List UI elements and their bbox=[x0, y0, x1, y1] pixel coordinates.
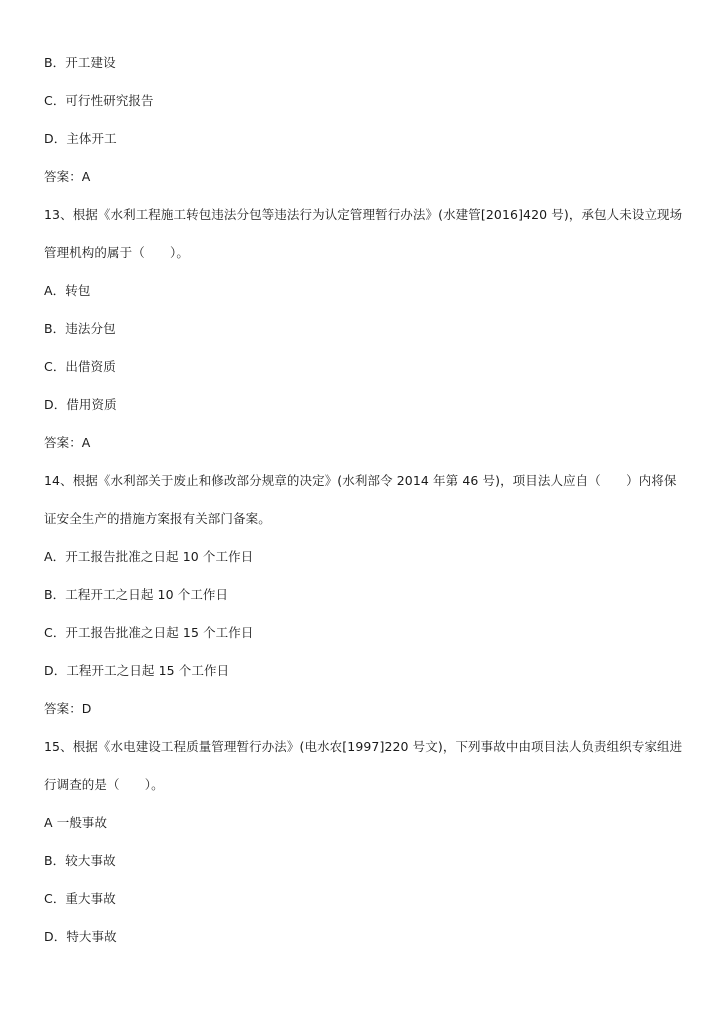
question-15-line-2: 行调查的是（ ）。 bbox=[44, 777, 164, 792]
question-13-line-1: 13、根据《水利工程施工转包违法分包等违法行为认定管理暂行办法》(水建管[2016]420 号)，承包人未设立现场 bbox=[44, 207, 683, 222]
option-b-q14: B．工程开工之日起 10 个工作日 bbox=[44, 587, 229, 602]
option-d-q12: D．主体开工 bbox=[44, 131, 117, 146]
option-d-q15: D．特大事故 bbox=[44, 929, 117, 944]
option-c-q15: C．重大事故 bbox=[44, 891, 116, 906]
question-15-line-1: 15、根据《水电建设工程质量管理暂行办法》(电水农[1997]220 号文)，下列事故中由项目法人负责组织专家组进 bbox=[44, 739, 683, 754]
question-14-line-1: 14、根据《水利部关于废止和修改部分规章的决定》(水利部令 2014 年第 46 号)，项目法人应自（ ）内将保 bbox=[44, 473, 677, 488]
answer-q12: 答案：A bbox=[44, 169, 91, 184]
question-13-line-2: 管理机构的属于（ ）。 bbox=[44, 245, 189, 260]
option-c-q13: C．出借资质 bbox=[44, 359, 116, 374]
option-c-q12: C．可行性研究报告 bbox=[44, 93, 154, 108]
option-d-q14: D．工程开工之日起 15 个工作日 bbox=[44, 663, 230, 678]
option-b-q13: B．违法分包 bbox=[44, 321, 116, 336]
answer-q14: 答案：D bbox=[44, 701, 92, 716]
option-b-q12: B．开工建设 bbox=[44, 55, 116, 70]
option-c-q14: C．开工报告批准之日起 15 个工作日 bbox=[44, 625, 254, 640]
answer-q13: 答案：A bbox=[44, 435, 91, 450]
option-a-q13: A．转包 bbox=[44, 283, 91, 298]
option-a-q15: A 一般事故 bbox=[44, 815, 108, 830]
question-14-line-2: 证安全生产的措施方案报有关部门备案。 bbox=[44, 511, 271, 526]
option-b-q15: B．较大事故 bbox=[44, 853, 116, 868]
option-d-q13: D．借用资质 bbox=[44, 397, 117, 412]
option-a-q14: A．开工报告批准之日起 10 个工作日 bbox=[44, 549, 254, 564]
